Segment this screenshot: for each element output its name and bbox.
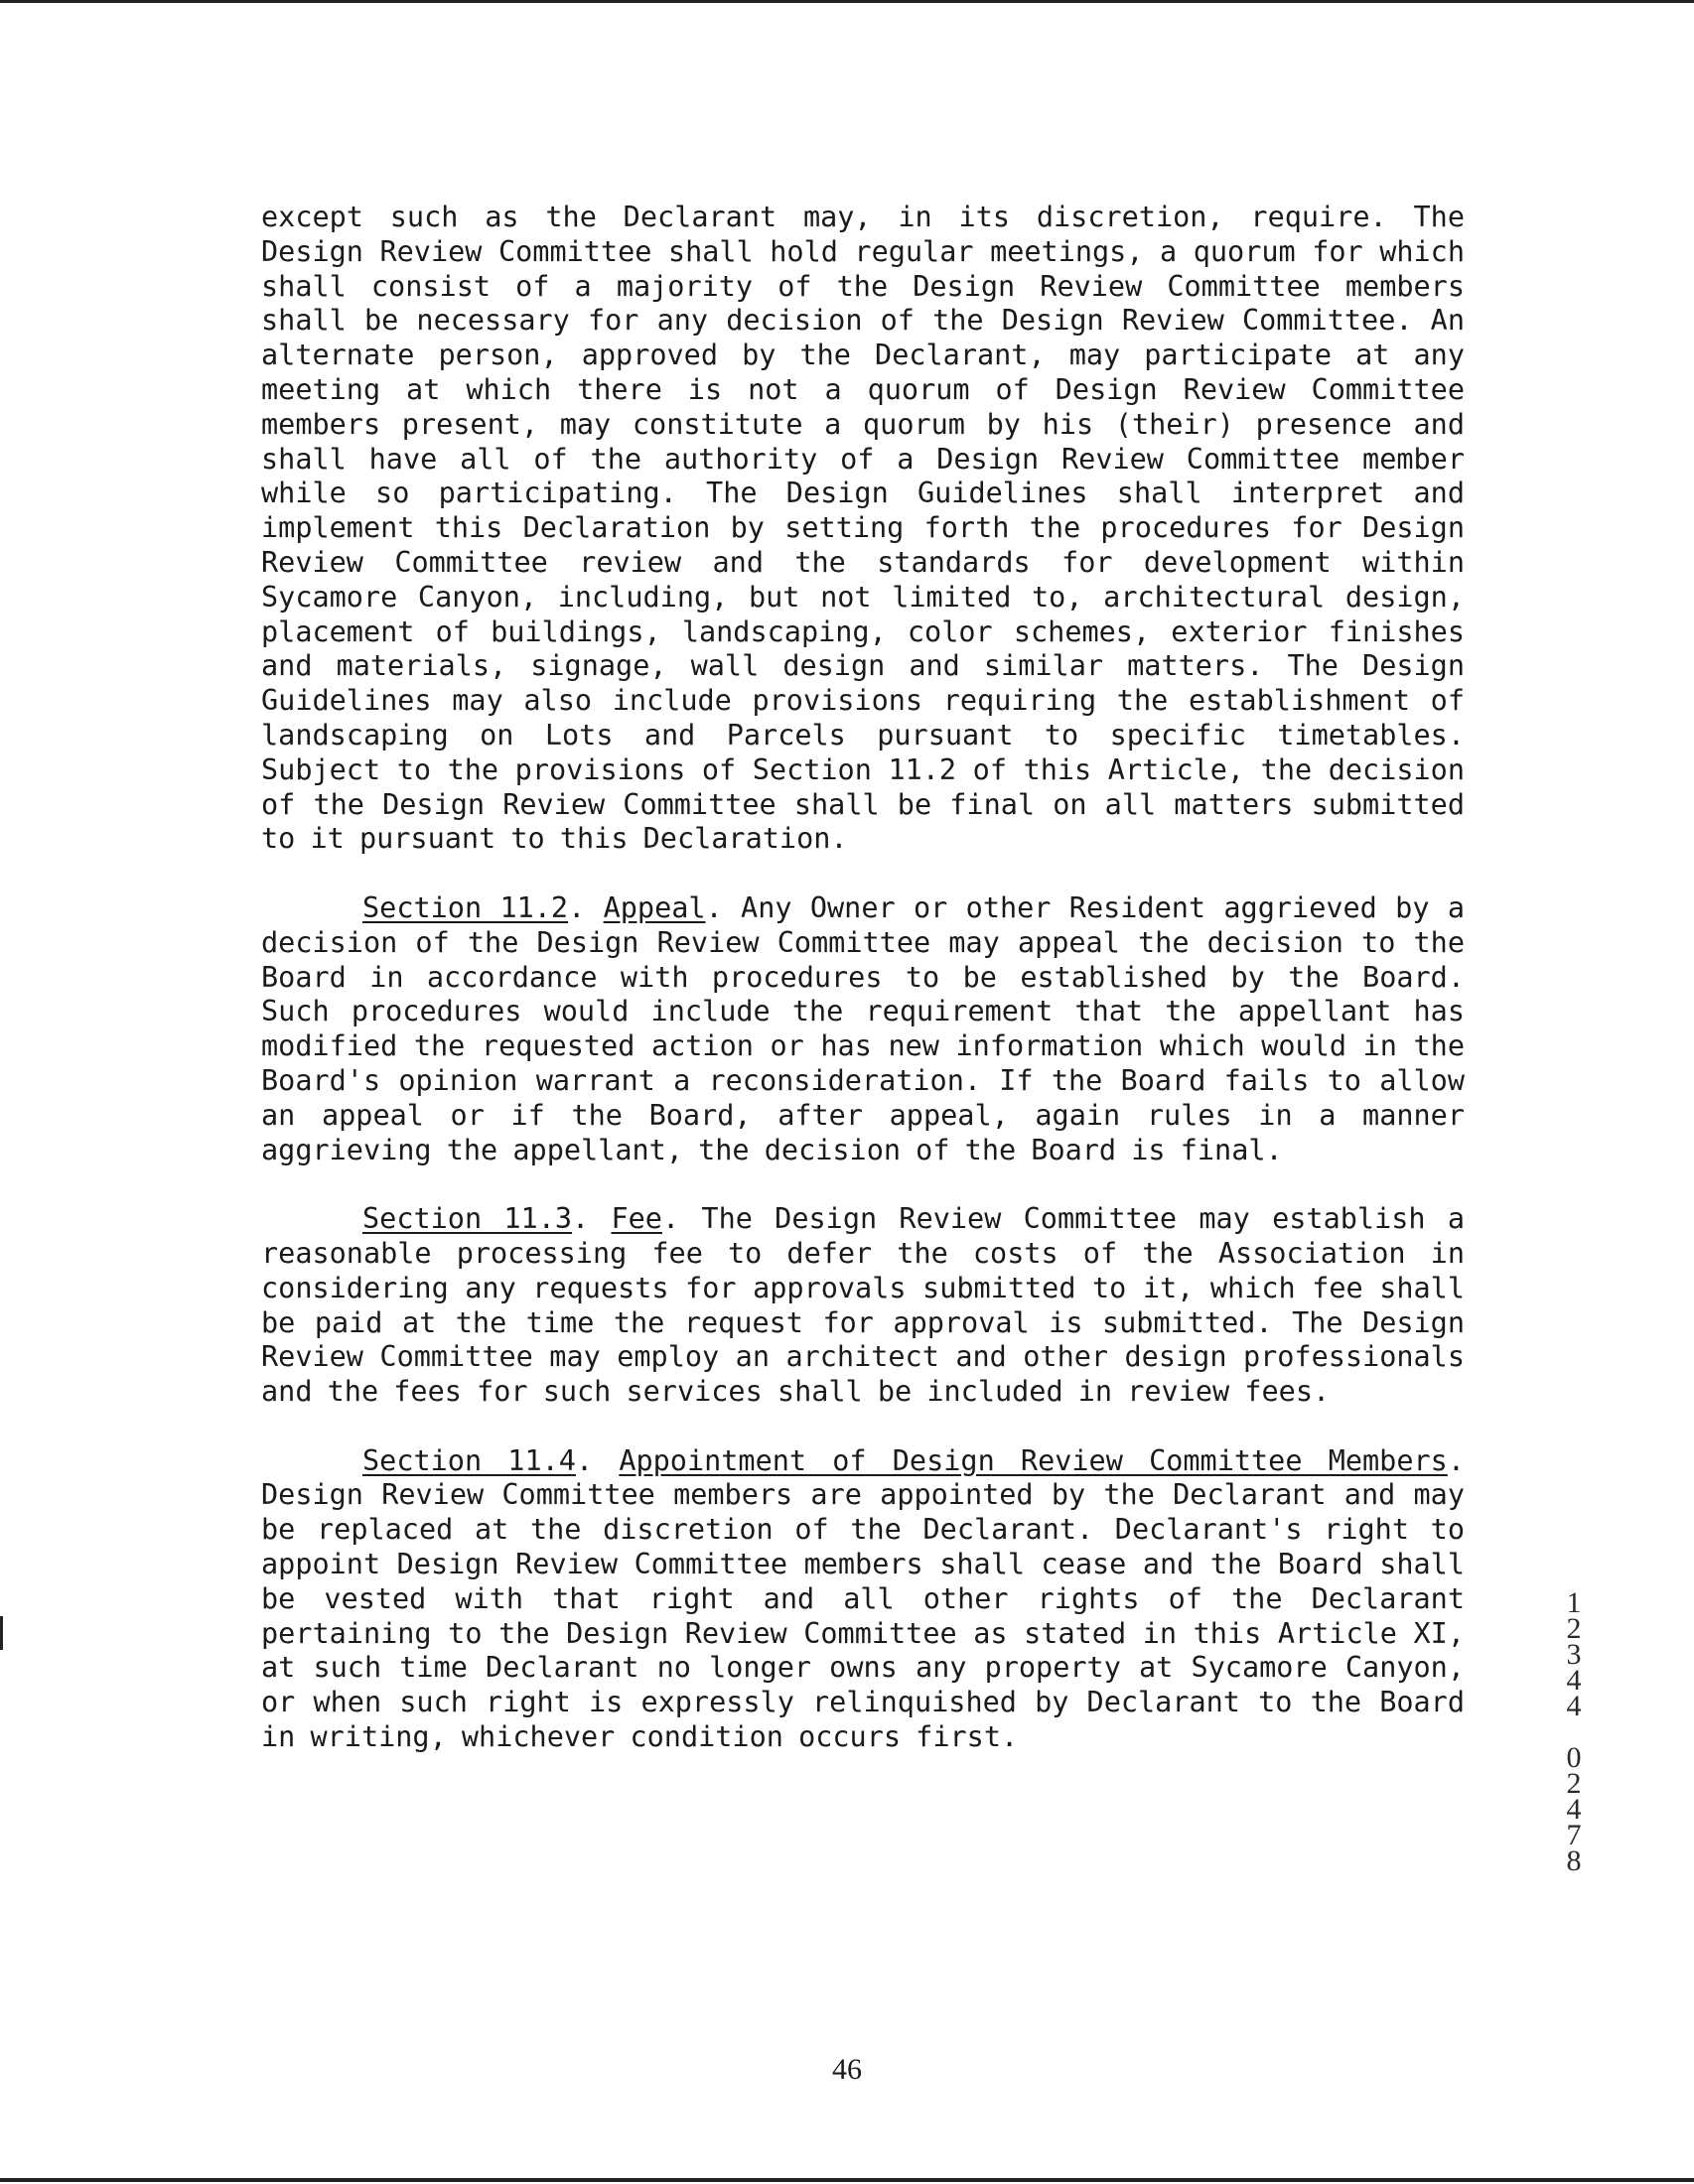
side-stamp-numbers: [1557, 1586, 1591, 1877]
section-number: Section 11.3: [362, 1202, 573, 1236]
section-number: Section 11.4: [362, 1443, 576, 1477]
section-11-3-paragraph: Section 11.3. Fee. The Design Review Committee may establish a reasonable processing fee to defer the costs of the Association in considering any requests for approvals submitted to it, which fee shall be paid at the time the request for approval is submitted. The Design Review Committee may employ an architect and other design professionals and the fees for such services shall be included in review fees.: [261, 1202, 1481, 1409]
section-11-4-paragraph: Section 11.4. Appointment of Design Review Committee Members. Design Review Committee members are appointed by the Declarant and may be replaced at the discretion of the Declarant. Declarant's right to appoint Design Review Committee members shall cease and the Board shall be vested with that right and all other rights of the Declarant pertaining to the Design Review Committee as stated in this Article XI, at such time Declarant no longer owns any property at Sycamore Canyon, or when such right is expressly relinquished by Declarant to the Board in writing, whichever condition occurs first.: [261, 1443, 1481, 1754]
bottom-border-line: [0, 2178, 1694, 2182]
stamp-digit: 3: [1566, 1638, 1582, 1671]
stamp-digit: 8: [1566, 1844, 1582, 1877]
section-number: Section 11.2: [362, 890, 569, 924]
top-border-line: [0, 0, 1694, 3]
left-edge-mark: [0, 1616, 3, 1650]
intro-paragraph: except such as the Declarant may, in its discretion, require. The Design Review Committee shall hold regular meetings, a quorum for which shall consist of a majority of the Design Review Committee members shall be necessary for any decision of the Design Review Committee. An alternate person, approved by the Declarant, may participate at any meeting at which there is not a quorum of Design Review Committee members present, may constitute a quorum by his (their) presence and shall have all of the authority of a Design Review Committee member while so participating. The Design Guidelines shall interpret and implement this Declaration by setting forth the procedures for Design Review Committee review and the standards for development within Sycamore Canyon, including, but not limited to, architectural design, placement of buildings, landscaping, color schemes, exterior finishes and materials, signage, wall design and similar matters. The Design Guidelines may also include provisions requiring the establishment of landscaping on Lots and Parcels pursuant to specific timetables. Subject to the provisions of Section 11.2 of this Article, the decision of the Design Review Committee shall be final on all matters submitted to it pursuant to this Declaration.: [261, 201, 1481, 856]
page-number: 46: [832, 2053, 862, 2086]
stamp-digit: 7: [1566, 1819, 1582, 1851]
stamp-digit: 4: [1566, 1664, 1582, 1697]
stamp-digit: 2: [1566, 1612, 1582, 1645]
stamp-digit: 4: [1566, 1690, 1582, 1722]
stamp-digit: 0: [1566, 1741, 1582, 1774]
section-body: Any Owner or other Resident aggrieved by a decision of the Design Review Committee may appeal the decision to the Board in accordance with procedures to be established by the Board. Such procedures would include the requirement that the appellant has modified the requested action or has new information which would in the Board's opinion warrant a reconsideration. If the Board fails to allow an appeal or if the Board, after appeal, again rules in a manner aggrieving the appellant, the decision of the Board is final.: [261, 890, 1481, 1166]
section-title: Fee: [611, 1202, 662, 1236]
section-body: Design Review Committee members are appointed by the Declarant and may be replaced at the discretion of the Declarant. Declarant's right to appoint Design Review Committee members shall cease and the Board shall be vested with that right and all other rights of the Declarant pertaining to the Design Review Committee as stated in this Article XI, at such time Declarant no longer owns any property at Sycamore Canyon, or when such right is expressly relinquished by Declarant to the Board in writing, whichever condition occurs first.: [261, 1478, 1481, 1754]
section-title: Appeal: [603, 890, 706, 924]
stamp-digit: 4: [1566, 1793, 1582, 1826]
section-title: Appointment of Design Review Committee Members: [619, 1443, 1448, 1477]
stamp-digit: 2: [1566, 1767, 1582, 1800]
stamp-digit: 1: [1566, 1586, 1582, 1619]
section-11-2-paragraph: Section 11.2. Appeal. Any Owner or other Resident aggrieved by a decision of the Design Review Committee may appeal the decision to the Board in accordance with procedures to be established by the Board. Such procedures would include the requirement that the appellant has modified the requested action or has new information which would in the Board's opinion warrant a reconsideration. If the Board fails to allow an appeal or if the Board, after appeal, again rules in a manner aggrieving the appellant, the decision of the Board is final.: [261, 890, 1481, 1166]
document-body: [261, 201, 1481, 1755]
section-body: The Design Review Committee may establish a reasonable processing fee to defer the costs of the Association in considering any requests for approvals submitted to it, which fee shall be paid at the time the request for approval is submitted. The Design Review Committee may employ an architect and other design professionals and the fees for such services shall be included in review fees.: [261, 1202, 1481, 1409]
